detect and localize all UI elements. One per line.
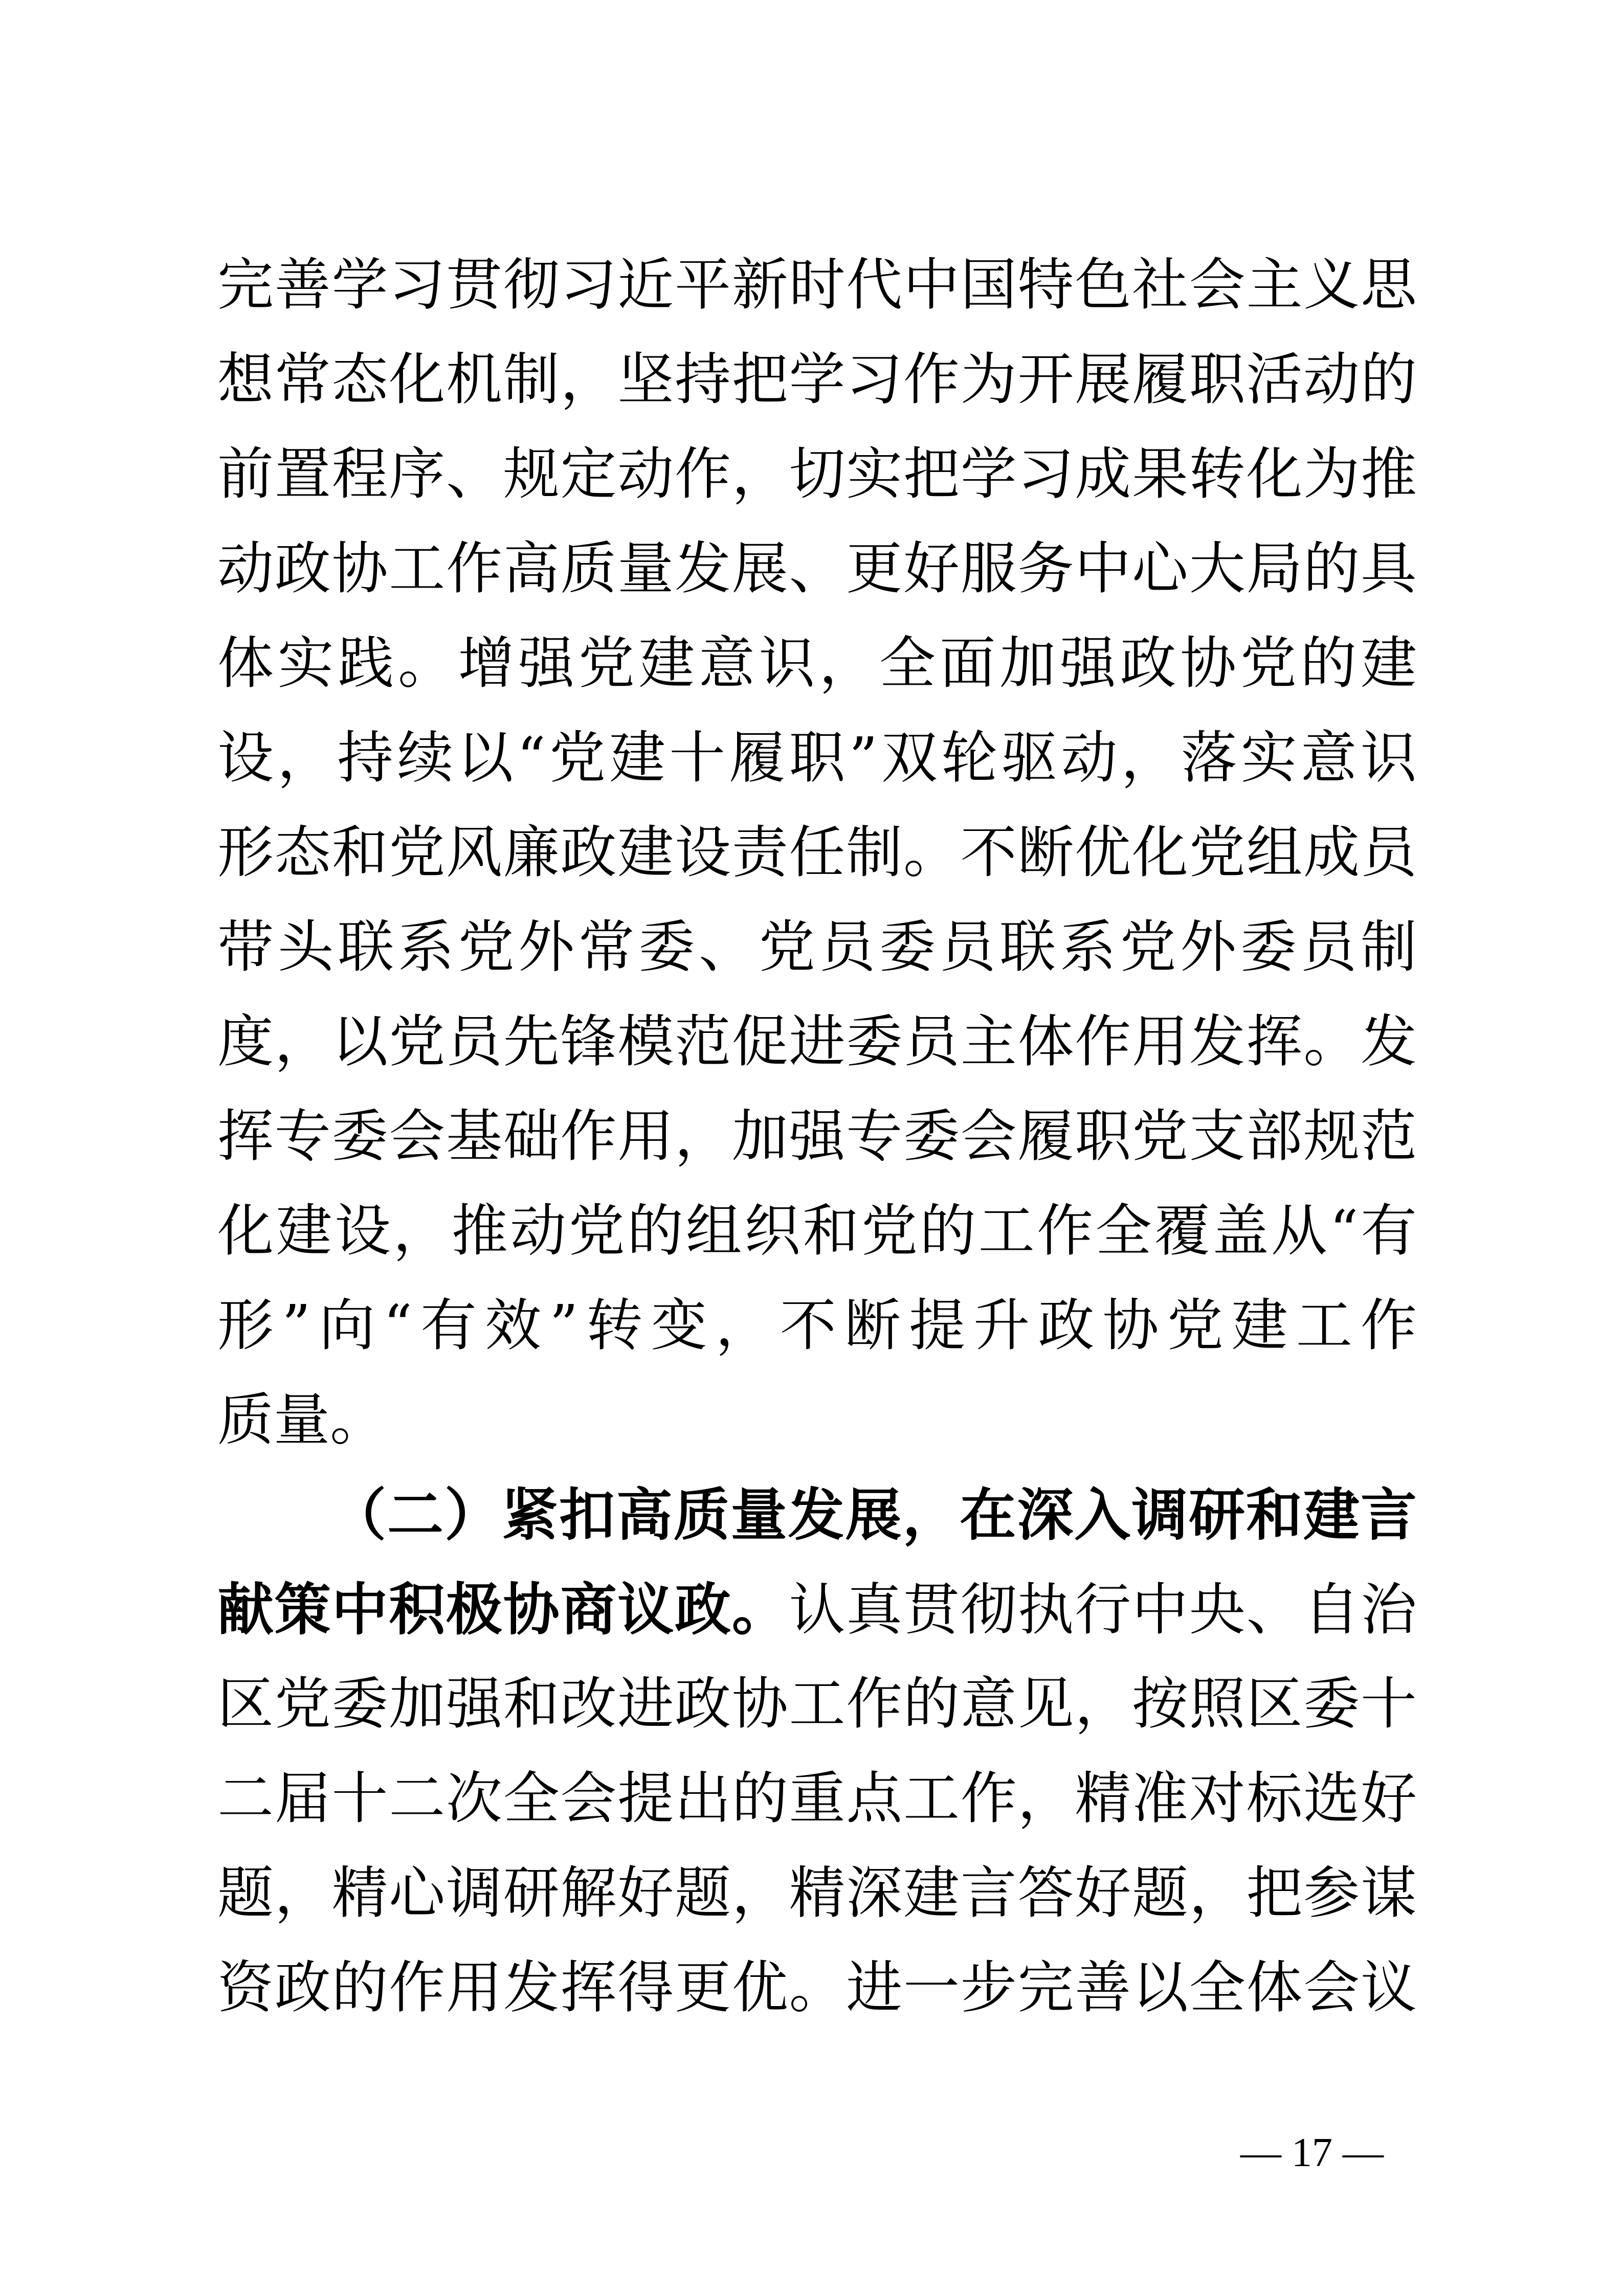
text-line-5: 体实践。增强党建意识，全面加强政协党的建: [217, 631, 1417, 696]
section-heading-end: 献策中积极协商议政。: [217, 1577, 789, 1642]
section-body-start: 认真贯彻执行中央、自治: [789, 1577, 1417, 1642]
page-number: — 17 —: [1240, 2130, 1384, 2175]
text-line-13: 质量。: [217, 1387, 386, 1453]
text-line-11: 化建设，推动党的组织和党的工作全覆盖从“有: [217, 1198, 1417, 1264]
text-line-8: 带头联系党外常委、党员委员联系党外委员制: [217, 914, 1417, 980]
text-line-7: 形态和党风廉政建设责任制。不断优化党组成员: [217, 820, 1417, 885]
text-line-6: 设，持续以“党建十履职”双轮驱动，落实意识: [217, 725, 1417, 791]
text-line-3: 前置程序、规定动作，切实把学习成果转化为推: [217, 441, 1417, 507]
text-line-4: 动政协工作高质量发展、更好服务中心大局的具: [217, 536, 1417, 601]
text-line-10: 挥专委会基础作用，加强专委会履职党支部规范: [217, 1104, 1417, 1169]
text-line-9: 度，以党员先锋模范促进委员主体作用发挥。发: [217, 1009, 1417, 1074]
section-line-2: 二届十二次全会提出的重点工作，精准对标选好: [217, 1766, 1417, 1831]
section-line-1: 区党委加强和改进政协工作的意见，按照区委十: [217, 1671, 1417, 1737]
text-line-1: 完善学习贯彻习近平新时代中国特色社会主义思: [217, 252, 1417, 318]
section-line-3: 题，精心调研解好题，精深建言答好题，把参谋: [217, 1860, 1417, 1926]
section-line-4: 资政的作用发挥得更优。进一步完善以全体会议: [217, 1955, 1417, 2020]
section-heading-continuation: [217, 1562, 1417, 1657]
body-text: [217, 238, 1417, 2035]
text-line-2: 想常态化机制，坚持把学习作为开展履职活动的: [217, 347, 1417, 412]
section-heading: （二）紧扣高质量发展，在深入调研和建言: [330, 1482, 1417, 1548]
text-line-12: 形”向“有效”转变，不断提升政协党建工作: [217, 1293, 1417, 1358]
